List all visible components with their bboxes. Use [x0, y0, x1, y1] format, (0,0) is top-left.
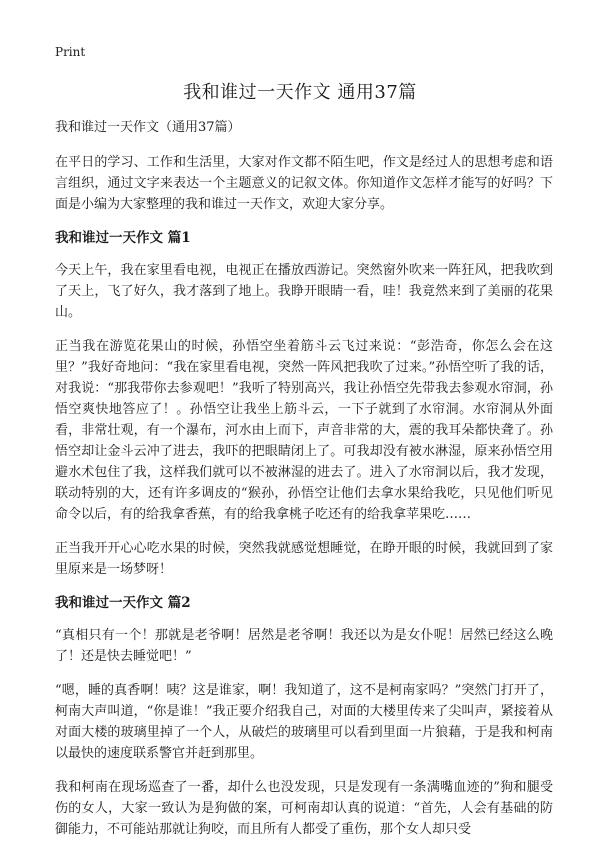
- document-subtitle: 我和谁过一天作文（通用37篇）: [55, 120, 241, 135]
- paragraph: “嗯，睡的真香啊！咦？这是谁家，啊！我知道了，这不是柯南家吗？”突然门打开了，柯南大声叫道，“你是谁！”我正要介绍我自己，对面的大楼里传来了尖叫声，紧接着从对面大楼的玻璃里掉了一个人，从破烂的玻璃里可以看到里面一片狼藉，于是我和柯南以最快的速度联系警官并赶到那里。: [55, 683, 553, 761]
- print-link[interactable]: Print: [55, 45, 86, 59]
- page-title: 我和谁过一天作文 通用37篇: [183, 82, 417, 103]
- document-body: [55, 118, 553, 853]
- paragraph: 我和柯南在现场巡查了一番，却什么也没发现，只是发现有一条满嘴血迹的”狗和腿受伤的女人，大家一致认为是狗做的案，可柯南却认真的说道：“首先，人会有基础的防御能力，不可能站那就让狗咬，而且所有人都受了重伤，那个女人却只受: [55, 780, 553, 837]
- essay-section-2: [55, 593, 553, 840]
- section-heading: 我和谁过一天作文 篇1: [55, 230, 191, 246]
- essay-section-1: [55, 228, 553, 580]
- paragraph: 正当我在游览花果山的时候，孙悟空坐着筋斗云飞过来说：“彭浩奇，你怎么会在这里？”我好奇地问：“我在家里看电视，突然一阵风把我吹了过来。”孙悟空听了我的话，对我说：“那我带你去参观吧！”我听了特别高兴，我让孙悟空先带我去参观水帘洞，孙悟空爽快地答应了！。孙悟空让我坐上筋斗云，一下子就到了水帘洞。水帘洞从外面看，非常壮观，有一个瀑布，河水由上而下，声音非常的大，震的我耳朵都快聋了。孙悟空却让金斗云冲了进去，我吓的把眼睛闭上了。可我却没有被水淋湿，原来孙悟空用避水术包住了我，这样我们就可以不被淋湿的进去了。进入了水帘洞以后，我才发现，联动特别的大，还有许多调皮的“猴孙，孙悟空让他们去拿水果给我吃，只见他们听见命令以后，有的给我拿香蕉，有的给我拿桃子吃还有的给我拿苹果吃……: [55, 339, 553, 522]
- paragraph: “真相只有一个！那就是老爷啊！居然是老爷啊！我还以为是女仆呢！居然已经这么晚了！还是快去睡觉吧！”: [55, 628, 553, 664]
- paragraph: 正当我开开心心吃水果的时候，突然我就感觉想睡觉，在睁开眼的时候，我就回到了家里原来是一场梦呀！: [55, 541, 553, 577]
- intro-paragraph: 在平日的学习、工作和生活里，大家对作文都不陌生吧，作文是经过人的思想考虑和语言组织，通过文字来表达一个主题意义的记叙文体。你知道作文怎样才能写的好吗？下面是小编为大家整理的我和谁过一天作文，欢迎大家分享。: [55, 155, 553, 212]
- section-heading: 我和谁过一天作文 篇2: [55, 595, 191, 611]
- paragraph: 今天上午，我在家里看电视，电视正在播放西游记。突然窗外吹来一阵狂风，把我吹到了天上，飞了好久，我才落到了地上。我睁开眼睛一看，哇！我竟然来到了美丽的花果山。: [55, 263, 553, 320]
